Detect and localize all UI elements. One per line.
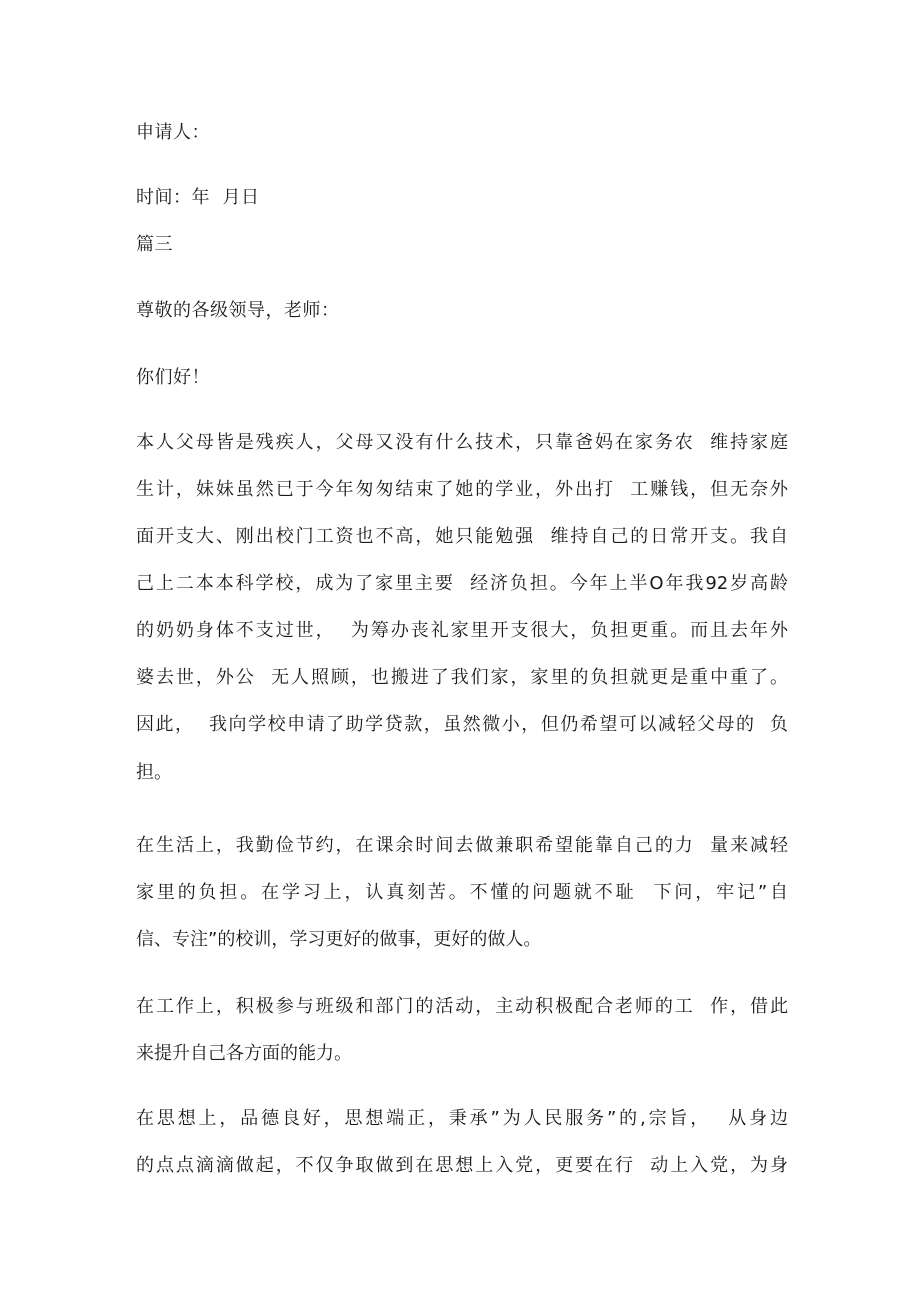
paragraph-line: 的点点滴滴做起，不仅争取做到在思想上入党，更要在行 动上入党，为身 — [136, 1155, 788, 1176]
paragraph-line: 在思想上，品德良好，思想端正，秉承”为人民服务”的,宗旨， 从身边 — [136, 1108, 788, 1129]
paragraph-line: 因此， 我向学校申请了助学贷款，虽然微小，但仍希望可以减轻父母的 负 — [136, 714, 788, 735]
section-title: 篇三 — [136, 234, 173, 255]
salutation-line: 尊敬的各级领导，老师： — [136, 300, 340, 321]
paragraph-line: 生计，妹妹虽然已于今年匆匆结束了她的学业，外出打 工赚钱，但无奈外 — [136, 479, 788, 500]
paragraph-line: 面开支大、刚出校门工资也不高，她只能勉强 维持自己的日常开支。我自 — [136, 526, 788, 547]
paragraph-line: 的奶奶身体不支过世， 为筹办丧礼家里开支很大，负担更重。而且去年外 — [136, 620, 788, 641]
paragraph-line: 来提升自己各方面的能力。 — [136, 1043, 352, 1064]
paragraph-line: 担。 — [136, 762, 172, 783]
paragraph-line: 婆去世，外公 无人照顾，也搬进了我们家，家里的负担就更是重中重了。 — [136, 667, 788, 688]
applicant-line: 申请人： — [136, 122, 210, 143]
date-line: 时间：年 月日 — [136, 187, 260, 208]
paragraph-line: 在工作上，积极参与班级和部门的活动，主动积极配合老师的工 作，借此 — [136, 996, 788, 1017]
paragraph-line: 信、专注”的校训，学习更好的做事，更好的做人。 — [136, 929, 542, 950]
paragraph-line: 本人父母皆是残疾人，父母又没有什么技术，只靠爸妈在家务农 维持家庭 — [136, 432, 788, 453]
paragraph-line: 家里的负担。在学习上，认真刻苦。不懂的问题就不耻 下问，牢记”自 — [136, 882, 788, 903]
paragraph-line: 在生活上，我勤俭节约，在课余时间去做兼职希望能靠自己的力 量来减轻 — [136, 835, 788, 856]
paragraph-line: 己上二本本科学校，成为了家里主要 经济负担。今年上半O年我92岁高龄 — [136, 573, 788, 594]
greeting-line: 你们好！ — [136, 367, 210, 388]
